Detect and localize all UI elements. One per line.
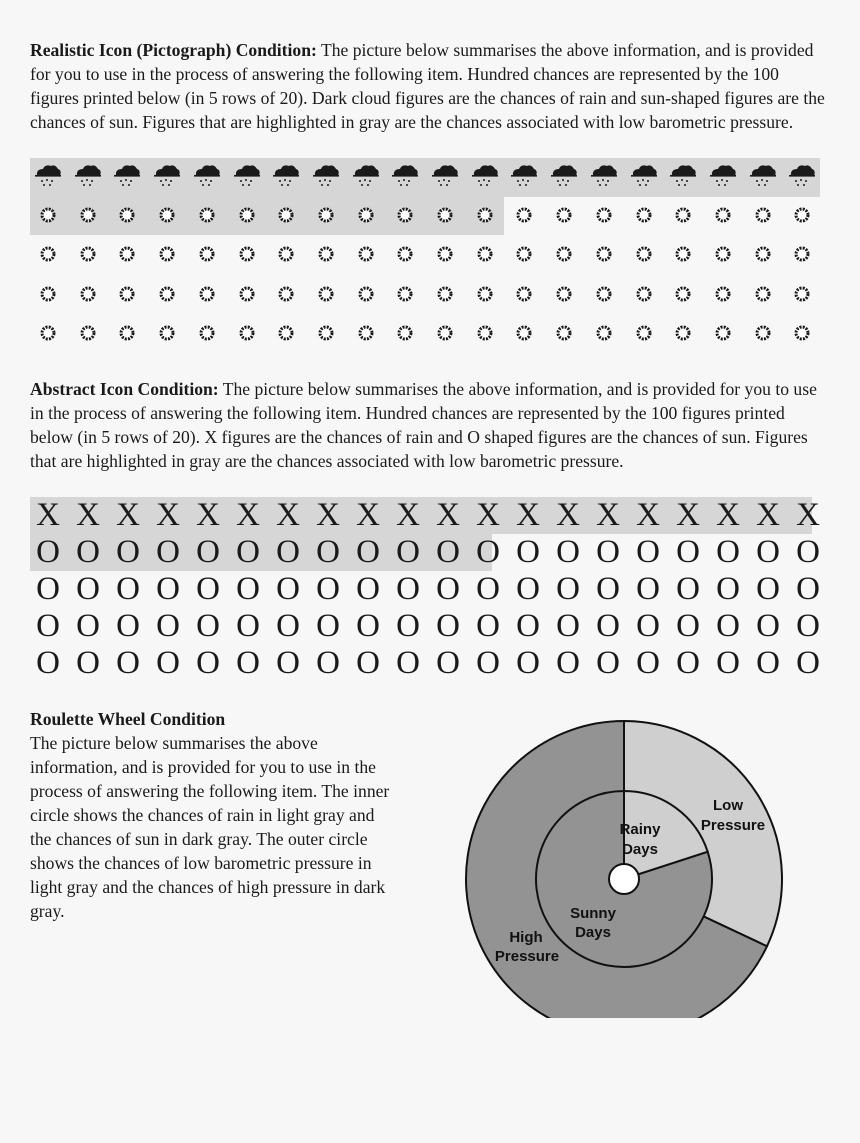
- rain-cloud-icon: [546, 158, 582, 194]
- sun-icon: [626, 276, 662, 312]
- o-symbol: O: [396, 571, 420, 607]
- o-symbol: O: [236, 608, 260, 644]
- sun-icon: [745, 276, 781, 312]
- sun-icon: [626, 315, 662, 351]
- o-symbol: O: [236, 571, 260, 607]
- rain-cloud-icon: [626, 158, 662, 194]
- roulette-paragraph: [30, 707, 400, 923]
- x-symbol: X: [236, 497, 260, 533]
- sun-icon: [506, 315, 542, 351]
- o-symbol: O: [596, 534, 620, 570]
- rain-cloud-icon: [229, 158, 265, 194]
- sun-icon: [109, 197, 145, 233]
- o-symbol: O: [316, 534, 340, 570]
- sun-icon: [268, 197, 304, 233]
- o-symbol: O: [516, 571, 540, 607]
- sun-icon: [745, 236, 781, 272]
- o-symbol: O: [116, 645, 140, 681]
- sun-icon: [348, 276, 384, 312]
- rain-cloud-icon: [30, 158, 66, 194]
- sun-icon: [705, 276, 741, 312]
- sun-icon: [70, 276, 106, 312]
- o-symbol: O: [36, 571, 60, 607]
- o-symbol: O: [556, 534, 580, 570]
- x-symbol: X: [756, 497, 780, 533]
- o-symbol: O: [316, 571, 340, 607]
- o-symbol: O: [516, 608, 540, 644]
- sun-icon: [745, 315, 781, 351]
- sun-icon: [229, 197, 265, 233]
- x-symbol: X: [556, 497, 580, 533]
- o-symbol: O: [36, 608, 60, 644]
- o-symbol: O: [676, 645, 700, 681]
- x-symbol: X: [596, 497, 620, 533]
- sun-icon: [268, 236, 304, 272]
- o-symbol: O: [596, 608, 620, 644]
- x-symbol: X: [356, 497, 380, 533]
- sun-icon: [427, 276, 463, 312]
- sun-icon: [109, 276, 145, 312]
- sun-icon: [705, 236, 741, 272]
- sun-icon: [308, 276, 344, 312]
- o-symbol: O: [516, 645, 540, 681]
- sun-icon: [149, 315, 185, 351]
- o-symbol: O: [196, 645, 220, 681]
- abstract-heading: Abstract Icon Condition:: [30, 379, 219, 399]
- low-pressure-label-line2: Pressure: [700, 817, 766, 834]
- roulette-heading: Roulette Wheel Condition: [30, 709, 226, 729]
- o-symbol: O: [756, 571, 780, 607]
- sun-icon: [348, 315, 384, 351]
- rain-cloud-icon: [586, 158, 622, 194]
- rain-cloud-icon: [189, 158, 225, 194]
- sun-icon: [784, 197, 820, 233]
- x-symbol: X: [676, 497, 700, 533]
- o-symbol: O: [156, 645, 180, 681]
- rainy-label-line2: Days: [622, 841, 658, 858]
- sun-icon: [506, 236, 542, 272]
- rain-cloud-icon: [705, 158, 741, 194]
- rain-cloud-icon: [665, 158, 701, 194]
- sun-icon: [70, 197, 106, 233]
- sun-icon: [30, 236, 66, 272]
- o-symbol: O: [476, 645, 500, 681]
- sun-icon: [586, 315, 622, 351]
- sun-icon: [784, 276, 820, 312]
- sun-icon: [546, 276, 582, 312]
- o-symbol: O: [36, 534, 60, 570]
- rain-cloud-icon: [467, 158, 503, 194]
- sun-icon: [387, 315, 423, 351]
- o-symbol: O: [596, 645, 620, 681]
- x-symbol: X: [36, 497, 60, 533]
- x-symbol: X: [636, 497, 660, 533]
- realistic-icon-grid: [30, 158, 830, 353]
- sun-icon: [784, 236, 820, 272]
- rain-cloud-icon: [427, 158, 463, 194]
- o-symbol: O: [356, 571, 380, 607]
- o-symbol: O: [156, 608, 180, 644]
- x-symbol: X: [396, 497, 420, 533]
- x-symbol: X: [316, 497, 340, 533]
- o-symbol: O: [76, 534, 100, 570]
- sun-icon: [30, 315, 66, 351]
- x-symbol: X: [116, 497, 140, 533]
- o-symbol: O: [276, 645, 300, 681]
- o-symbol: O: [236, 645, 260, 681]
- rainy-label-line1: Rainy: [619, 821, 661, 838]
- sun-icon: [784, 315, 820, 351]
- o-symbol: O: [596, 571, 620, 607]
- sun-icon: [546, 197, 582, 233]
- x-symbol: X: [196, 497, 220, 533]
- sun-icon: [387, 197, 423, 233]
- sun-icon: [229, 315, 265, 351]
- o-symbol: O: [796, 608, 820, 644]
- sunny-label-line1: Sunny: [570, 905, 616, 922]
- o-symbol: O: [676, 608, 700, 644]
- x-symbol: X: [276, 497, 300, 533]
- sun-icon: [189, 236, 225, 272]
- x-symbol: X: [156, 497, 180, 533]
- o-symbol: O: [756, 608, 780, 644]
- sun-icon: [665, 276, 701, 312]
- sun-icon: [506, 197, 542, 233]
- o-symbol: O: [796, 571, 820, 607]
- o-symbol: O: [436, 571, 460, 607]
- realistic-heading: Realistic Icon (Pictograph) Condition:: [30, 40, 317, 60]
- x-symbol: X: [716, 497, 740, 533]
- rain-cloud-icon: [784, 158, 820, 194]
- sun-icon: [229, 276, 265, 312]
- x-symbol: X: [796, 497, 820, 533]
- sun-icon: [268, 276, 304, 312]
- sun-icon: [467, 315, 503, 351]
- o-symbol: O: [756, 645, 780, 681]
- sun-icon: [506, 276, 542, 312]
- high-pressure-label-line1: High: [509, 929, 543, 946]
- sun-icon: [427, 315, 463, 351]
- rain-cloud-icon: [268, 158, 304, 194]
- o-symbol: O: [716, 645, 740, 681]
- sun-icon: [467, 276, 503, 312]
- rain-cloud-icon: [70, 158, 106, 194]
- sun-icon: [308, 236, 344, 272]
- o-symbol: O: [76, 571, 100, 607]
- o-symbol: O: [476, 608, 500, 644]
- low-pressure-label-line1: Low: [713, 797, 743, 814]
- sun-icon: [308, 197, 344, 233]
- x-symbol: X: [476, 497, 500, 533]
- o-symbol: O: [76, 608, 100, 644]
- o-symbol: O: [636, 645, 660, 681]
- o-symbol: O: [396, 645, 420, 681]
- sun-icon: [189, 276, 225, 312]
- sun-icon: [626, 236, 662, 272]
- realistic-body: The picture below summarises the above information, and is provided for you to use in the process of answering the following item. Hundred chances are represented by the 100 figures printed below (in 5 rows of 20). Dark cloud figures are the chances of rain and sun-shaped figures are the chances of sun. Figures that are highlighted in gray are the chances associated with low barometric pressure.: [30, 40, 825, 132]
- o-symbol: O: [436, 534, 460, 570]
- sun-icon: [30, 276, 66, 312]
- o-symbol: O: [36, 645, 60, 681]
- sun-icon: [348, 236, 384, 272]
- sun-icon: [546, 315, 582, 351]
- o-symbol: O: [156, 534, 180, 570]
- o-symbol: O: [196, 571, 220, 607]
- sun-icon: [427, 197, 463, 233]
- rain-cloud-icon: [348, 158, 384, 194]
- o-symbol: O: [356, 534, 380, 570]
- sun-icon: [427, 236, 463, 272]
- o-symbol: O: [556, 608, 580, 644]
- sun-icon: [467, 197, 503, 233]
- o-symbol: O: [436, 645, 460, 681]
- rain-cloud-icon: [149, 158, 185, 194]
- x-symbol: X: [76, 497, 100, 533]
- rain-cloud-icon: [506, 158, 542, 194]
- o-symbol: O: [316, 608, 340, 644]
- sun-icon: [149, 236, 185, 272]
- o-symbol: O: [756, 534, 780, 570]
- o-symbol: O: [396, 608, 420, 644]
- o-symbol: O: [476, 571, 500, 607]
- x-symbol: X: [516, 497, 540, 533]
- sun-icon: [626, 197, 662, 233]
- o-symbol: O: [676, 534, 700, 570]
- sun-icon: [586, 276, 622, 312]
- o-symbol: O: [796, 534, 820, 570]
- o-symbol: O: [516, 534, 540, 570]
- rain-cloud-icon: [387, 158, 423, 194]
- sun-icon: [586, 236, 622, 272]
- realistic-paragraph: [30, 38, 830, 134]
- o-symbol: O: [316, 645, 340, 681]
- sun-icon: [665, 315, 701, 351]
- o-symbol: O: [276, 608, 300, 644]
- o-symbol: O: [716, 608, 740, 644]
- sun-icon: [705, 197, 741, 233]
- sun-icon: [149, 197, 185, 233]
- rain-cloud-icon: [109, 158, 145, 194]
- sun-icon: [586, 197, 622, 233]
- x-symbol: X: [436, 497, 460, 533]
- o-symbol: O: [356, 608, 380, 644]
- sun-icon: [70, 315, 106, 351]
- o-symbol: O: [396, 534, 420, 570]
- sun-icon: [109, 236, 145, 272]
- sun-icon: [70, 236, 106, 272]
- roulette-body: The picture below summarises the above information, and is provided for you to use in the process of answering the following item. The inner circle shows the chances of rain in light gray and the chances of sun in dark gray. The outer circle shows the chances of low barometric pressure in light gray and the chances of high pressure in dark gray.: [30, 733, 390, 921]
- sun-icon: [665, 236, 701, 272]
- sun-icon: [546, 236, 582, 272]
- o-symbol: O: [276, 534, 300, 570]
- sun-icon: [268, 315, 304, 351]
- sun-icon: [30, 197, 66, 233]
- o-symbol: O: [276, 571, 300, 607]
- sun-icon: [189, 315, 225, 351]
- o-symbol: O: [116, 571, 140, 607]
- sun-icon: [665, 197, 701, 233]
- o-symbol: O: [636, 534, 660, 570]
- o-symbol: O: [156, 571, 180, 607]
- rain-cloud-icon: [745, 158, 781, 194]
- o-symbol: O: [556, 571, 580, 607]
- o-symbol: O: [196, 534, 220, 570]
- sun-icon: [109, 315, 145, 351]
- high-pressure-label-line2: Pressure: [494, 948, 560, 965]
- abstract-body: The picture below summarises the above information, and is provided for you to use in the process of answering the following item. Hundred chances are represented by the 100 figures printed below (in 5 rows of 20). X figures are the chances of rain and O shaped figures are the chances of sun. Figures that are highlighted in gray are the chances associated with low barometric pressure.: [30, 379, 817, 471]
- o-symbol: O: [356, 645, 380, 681]
- o-symbol: O: [116, 534, 140, 570]
- sun-icon: [705, 315, 741, 351]
- sun-icon: [149, 276, 185, 312]
- wheel-hub: [609, 864, 639, 894]
- o-symbol: O: [236, 534, 260, 570]
- o-symbol: O: [716, 534, 740, 570]
- sun-icon: [229, 236, 265, 272]
- o-symbol: O: [676, 571, 700, 607]
- sun-icon: [308, 315, 344, 351]
- o-symbol: O: [716, 571, 740, 607]
- o-symbol: O: [116, 608, 140, 644]
- abstract-icon-grid: [30, 497, 830, 682]
- o-symbol: O: [76, 645, 100, 681]
- o-symbol: O: [636, 571, 660, 607]
- o-symbol: O: [556, 645, 580, 681]
- sunny-label-line2: Days: [575, 924, 611, 941]
- sun-icon: [387, 276, 423, 312]
- o-symbol: O: [636, 608, 660, 644]
- abstract-paragraph: [30, 377, 830, 473]
- sun-icon: [467, 236, 503, 272]
- sun-icon: [348, 197, 384, 233]
- o-symbol: O: [436, 608, 460, 644]
- roulette-wheel-chart: [460, 718, 790, 1018]
- sun-icon: [745, 197, 781, 233]
- o-symbol: O: [476, 534, 500, 570]
- sun-icon: [387, 236, 423, 272]
- sun-icon: [189, 197, 225, 233]
- rain-cloud-icon: [308, 158, 344, 194]
- o-symbol: O: [196, 608, 220, 644]
- o-symbol: O: [796, 645, 820, 681]
